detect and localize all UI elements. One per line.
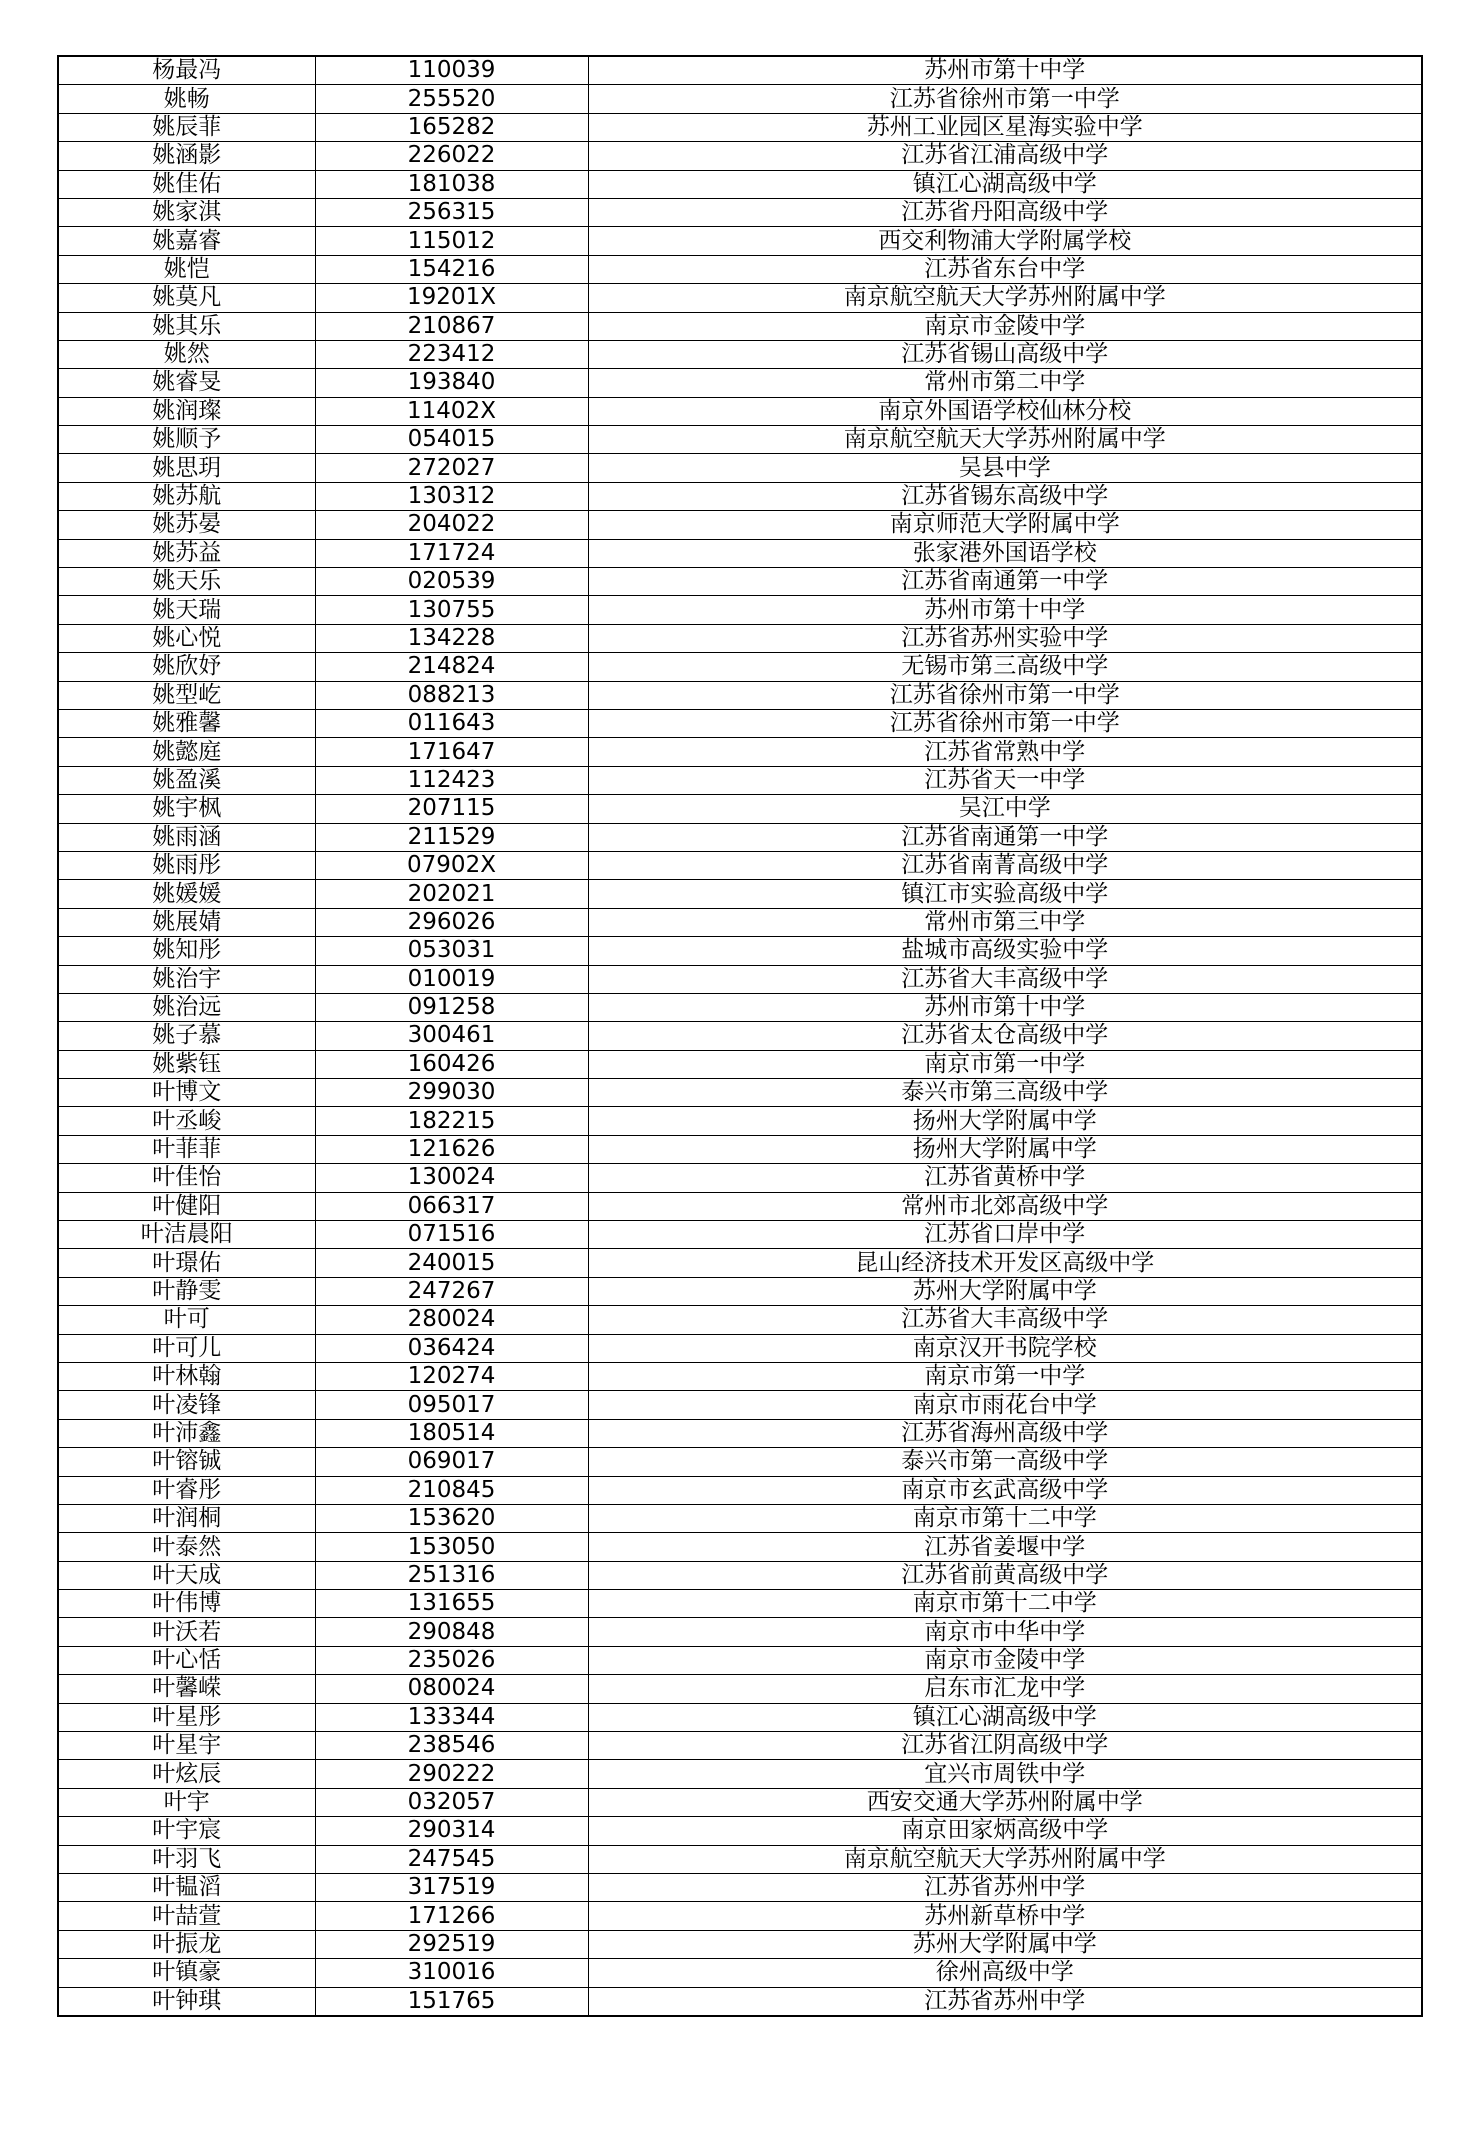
student-name-cell: 姚知彤 bbox=[58, 937, 315, 965]
student-name-cell: 姚畅 bbox=[58, 85, 315, 113]
table-row bbox=[58, 624, 1422, 652]
student-name-cell: 姚治宇 bbox=[58, 965, 315, 993]
student-id-cell: 202021 bbox=[315, 880, 588, 908]
school-name-cell: 南京市中华中学 bbox=[588, 1618, 1422, 1646]
table-row bbox=[58, 596, 1422, 624]
school-name-cell: 苏州新草桥中学 bbox=[588, 1902, 1422, 1930]
table-row bbox=[58, 85, 1422, 113]
table-row bbox=[58, 397, 1422, 425]
student-id-cell: 214824 bbox=[315, 653, 588, 681]
student-id-cell: 240015 bbox=[315, 1249, 588, 1277]
student-name-cell: 姚雨涵 bbox=[58, 823, 315, 851]
table-row bbox=[58, 1732, 1422, 1760]
school-name-cell: 西交利物浦大学附属学校 bbox=[588, 227, 1422, 255]
student-id-cell: 255520 bbox=[315, 85, 588, 113]
student-id-cell: 296026 bbox=[315, 908, 588, 936]
student-id-cell: 115012 bbox=[315, 227, 588, 255]
student-name-cell: 叶韫滔 bbox=[58, 1874, 315, 1902]
student-id-cell: 223412 bbox=[315, 340, 588, 368]
student-id-cell: 088213 bbox=[315, 681, 588, 709]
student-name-cell: 叶可儿 bbox=[58, 1334, 315, 1362]
student-id-cell: 110039 bbox=[315, 56, 588, 85]
student-id-cell: 272027 bbox=[315, 454, 588, 482]
table-row bbox=[58, 1590, 1422, 1618]
student-id-cell: 080024 bbox=[315, 1675, 588, 1703]
student-name-cell: 姚天乐 bbox=[58, 568, 315, 596]
student-id-cell: 280024 bbox=[315, 1306, 588, 1334]
student-id-cell: 036424 bbox=[315, 1334, 588, 1362]
student-name-cell: 姚家淇 bbox=[58, 198, 315, 226]
school-name-cell: 江苏省太仓高级中学 bbox=[588, 1022, 1422, 1050]
school-name-cell: 江苏省天一中学 bbox=[588, 766, 1422, 794]
table-row bbox=[58, 1391, 1422, 1419]
student-id-cell: 251316 bbox=[315, 1561, 588, 1589]
student-id-cell: 071516 bbox=[315, 1221, 588, 1249]
table-row bbox=[58, 1703, 1422, 1731]
student-id-cell: 133344 bbox=[315, 1703, 588, 1731]
student-name-cell: 叶润桐 bbox=[58, 1504, 315, 1532]
student-name-cell: 叶丞峻 bbox=[58, 1107, 315, 1135]
student-id-cell: 171724 bbox=[315, 539, 588, 567]
student-name-cell: 叶林翰 bbox=[58, 1362, 315, 1390]
table-row bbox=[58, 1249, 1422, 1277]
table-row bbox=[58, 142, 1422, 170]
student-name-cell: 叶沛鑫 bbox=[58, 1419, 315, 1447]
student-name-cell: 姚展婧 bbox=[58, 908, 315, 936]
school-name-cell: 苏州市第十中学 bbox=[588, 596, 1422, 624]
student-name-cell: 姚思玥 bbox=[58, 454, 315, 482]
student-name-cell: 叶心恬 bbox=[58, 1646, 315, 1674]
table-row bbox=[58, 340, 1422, 368]
table-row bbox=[58, 908, 1422, 936]
school-name-cell: 苏州大学附属中学 bbox=[588, 1277, 1422, 1305]
school-name-cell: 苏州市第十中学 bbox=[588, 993, 1422, 1021]
table-row bbox=[58, 198, 1422, 226]
student-id-cell: 066317 bbox=[315, 1192, 588, 1220]
table-row bbox=[58, 1306, 1422, 1334]
school-name-cell: 镇江心湖高级中学 bbox=[588, 170, 1422, 198]
student-id-cell: 211529 bbox=[315, 823, 588, 851]
student-name-cell: 叶菲菲 bbox=[58, 1135, 315, 1163]
table-row bbox=[58, 1760, 1422, 1788]
table-row bbox=[58, 539, 1422, 567]
student-name-cell: 叶宇 bbox=[58, 1788, 315, 1816]
table-row bbox=[58, 1135, 1422, 1163]
table-row bbox=[58, 1334, 1422, 1362]
student-name-cell: 叶博文 bbox=[58, 1079, 315, 1107]
school-name-cell: 江苏省苏州实验中学 bbox=[588, 624, 1422, 652]
student-id-cell: 193840 bbox=[315, 369, 588, 397]
table-row bbox=[58, 1902, 1422, 1930]
table-row bbox=[58, 1845, 1422, 1873]
table-row bbox=[58, 1817, 1422, 1845]
table-row bbox=[58, 1277, 1422, 1305]
student-name-cell: 叶泰然 bbox=[58, 1533, 315, 1561]
student-id-cell: 151765 bbox=[315, 1987, 588, 2016]
table-row bbox=[58, 1533, 1422, 1561]
school-name-cell: 苏州大学附属中学 bbox=[588, 1930, 1422, 1958]
student-name-cell: 叶沃若 bbox=[58, 1618, 315, 1646]
table-row bbox=[58, 795, 1422, 823]
school-name-cell: 南京汉开书院学校 bbox=[588, 1334, 1422, 1362]
school-name-cell: 江苏省大丰高级中学 bbox=[588, 1306, 1422, 1334]
school-name-cell: 泰兴市第一高级中学 bbox=[588, 1448, 1422, 1476]
table-row bbox=[58, 1079, 1422, 1107]
table-row bbox=[58, 170, 1422, 198]
student-name-cell: 叶炫辰 bbox=[58, 1760, 315, 1788]
student-id-cell: 160426 bbox=[315, 1050, 588, 1078]
table-row bbox=[58, 1646, 1422, 1674]
student-name-cell: 姚苏益 bbox=[58, 539, 315, 567]
school-name-cell: 南京市第一中学 bbox=[588, 1362, 1422, 1390]
student-name-cell: 叶静雯 bbox=[58, 1277, 315, 1305]
school-name-cell: 江苏省常熟中学 bbox=[588, 738, 1422, 766]
school-name-cell: 江苏省姜堰中学 bbox=[588, 1533, 1422, 1561]
student-id-cell: 032057 bbox=[315, 1788, 588, 1816]
student-id-cell: 171266 bbox=[315, 1902, 588, 1930]
table-row bbox=[58, 1930, 1422, 1958]
school-name-cell: 江苏省江阴高级中学 bbox=[588, 1732, 1422, 1760]
student-id-cell: 053031 bbox=[315, 937, 588, 965]
school-name-cell: 江苏省徐州市第一中学 bbox=[588, 85, 1422, 113]
student-name-cell: 叶佳怡 bbox=[58, 1164, 315, 1192]
school-name-cell: 南京市金陵中学 bbox=[588, 1646, 1422, 1674]
student-name-cell: 叶镕铖 bbox=[58, 1448, 315, 1476]
student-roster-table bbox=[57, 55, 1423, 2017]
student-name-cell: 叶可 bbox=[58, 1306, 315, 1334]
table-row bbox=[58, 369, 1422, 397]
table-row bbox=[58, 1476, 1422, 1504]
student-id-cell: 290848 bbox=[315, 1618, 588, 1646]
table-row bbox=[58, 738, 1422, 766]
student-name-cell: 姚辰菲 bbox=[58, 113, 315, 141]
school-name-cell: 南京市金陵中学 bbox=[588, 312, 1422, 340]
table-row bbox=[58, 1874, 1422, 1902]
school-name-cell: 江苏省黄桥中学 bbox=[588, 1164, 1422, 1192]
table-row bbox=[58, 1164, 1422, 1192]
student-id-cell: 011643 bbox=[315, 709, 588, 737]
school-name-cell: 江苏省江浦高级中学 bbox=[588, 142, 1422, 170]
student-name-cell: 姚恺 bbox=[58, 255, 315, 283]
student-name-cell: 姚其乐 bbox=[58, 312, 315, 340]
student-name-cell: 姚嘉睿 bbox=[58, 227, 315, 255]
student-name-cell: 叶馨嵘 bbox=[58, 1675, 315, 1703]
student-id-cell: 153620 bbox=[315, 1504, 588, 1532]
school-name-cell: 西安交通大学苏州附属中学 bbox=[588, 1788, 1422, 1816]
table-row bbox=[58, 709, 1422, 737]
student-id-cell: 091258 bbox=[315, 993, 588, 1021]
table-row bbox=[58, 766, 1422, 794]
student-id-cell: 290314 bbox=[315, 1817, 588, 1845]
school-name-cell: 镇江市实验高级中学 bbox=[588, 880, 1422, 908]
student-name-cell: 叶星宇 bbox=[58, 1732, 315, 1760]
table-row bbox=[58, 1618, 1422, 1646]
student-id-cell: 171647 bbox=[315, 738, 588, 766]
student-name-cell: 姚苏晏 bbox=[58, 511, 315, 539]
student-name-cell: 姚天瑞 bbox=[58, 596, 315, 624]
student-name-cell: 姚子慕 bbox=[58, 1022, 315, 1050]
student-id-cell: 182215 bbox=[315, 1107, 588, 1135]
school-name-cell: 张家港外国语学校 bbox=[588, 539, 1422, 567]
student-id-cell: 131655 bbox=[315, 1590, 588, 1618]
school-name-cell: 宜兴市周铁中学 bbox=[588, 1760, 1422, 1788]
student-name-cell: 姚润璨 bbox=[58, 397, 315, 425]
school-name-cell: 江苏省南通第一中学 bbox=[588, 823, 1422, 851]
table-row bbox=[58, 1959, 1422, 1987]
student-name-cell: 姚紫钰 bbox=[58, 1050, 315, 1078]
student-id-cell: 300461 bbox=[315, 1022, 588, 1050]
table-row bbox=[58, 1022, 1422, 1050]
table-row bbox=[58, 1504, 1422, 1532]
student-name-cell: 叶星彤 bbox=[58, 1703, 315, 1731]
student-id-cell: 120274 bbox=[315, 1362, 588, 1390]
school-name-cell: 扬州大学附属中学 bbox=[588, 1107, 1422, 1135]
student-id-cell: 19201X bbox=[315, 284, 588, 312]
school-name-cell: 江苏省海州高级中学 bbox=[588, 1419, 1422, 1447]
school-name-cell: 江苏省南通第一中学 bbox=[588, 568, 1422, 596]
school-name-cell: 南京市第十二中学 bbox=[588, 1590, 1422, 1618]
school-name-cell: 南京市玄武高级中学 bbox=[588, 1476, 1422, 1504]
student-name-cell: 叶喆萱 bbox=[58, 1902, 315, 1930]
student-name-cell: 叶天成 bbox=[58, 1561, 315, 1589]
school-name-cell: 江苏省徐州市第一中学 bbox=[588, 709, 1422, 737]
student-name-cell: 姚心悦 bbox=[58, 624, 315, 652]
table-row bbox=[58, 482, 1422, 510]
student-id-cell: 226022 bbox=[315, 142, 588, 170]
school-name-cell: 南京航空航天大学苏州附属中学 bbox=[588, 284, 1422, 312]
student-id-cell: 112423 bbox=[315, 766, 588, 794]
student-name-cell: 叶健阳 bbox=[58, 1192, 315, 1220]
student-name-cell: 姚莫凡 bbox=[58, 284, 315, 312]
student-id-cell: 130312 bbox=[315, 482, 588, 510]
table-row bbox=[58, 113, 1422, 141]
student-name-cell: 叶镇豪 bbox=[58, 1959, 315, 1987]
school-name-cell: 徐州高级中学 bbox=[588, 1959, 1422, 1987]
school-name-cell: 南京外国语学校仙林分校 bbox=[588, 397, 1422, 425]
school-name-cell: 盐城市高级实验中学 bbox=[588, 937, 1422, 965]
student-name-cell: 姚懿庭 bbox=[58, 738, 315, 766]
table-row bbox=[58, 1561, 1422, 1589]
school-name-cell: 江苏省锡东高级中学 bbox=[588, 482, 1422, 510]
student-id-cell: 290222 bbox=[315, 1760, 588, 1788]
student-name-cell: 姚盈溪 bbox=[58, 766, 315, 794]
school-name-cell: 江苏省南菁高级中学 bbox=[588, 851, 1422, 879]
table-row bbox=[58, 993, 1422, 1021]
table-row bbox=[58, 511, 1422, 539]
table-row bbox=[58, 1192, 1422, 1220]
student-id-cell: 130755 bbox=[315, 596, 588, 624]
table-row bbox=[58, 1419, 1422, 1447]
student-id-cell: 180514 bbox=[315, 1419, 588, 1447]
table-row bbox=[58, 568, 1422, 596]
student-id-cell: 134228 bbox=[315, 624, 588, 652]
table-row bbox=[58, 1987, 1422, 2016]
table-row bbox=[58, 1362, 1422, 1390]
student-id-cell: 292519 bbox=[315, 1930, 588, 1958]
school-name-cell: 镇江心湖高级中学 bbox=[588, 1703, 1422, 1731]
student-name-cell: 姚型屹 bbox=[58, 681, 315, 709]
table-row bbox=[58, 1675, 1422, 1703]
table-row bbox=[58, 937, 1422, 965]
student-id-cell: 130024 bbox=[315, 1164, 588, 1192]
table-row bbox=[58, 1107, 1422, 1135]
student-name-cell: 姚雅馨 bbox=[58, 709, 315, 737]
student-name-cell: 叶振龙 bbox=[58, 1930, 315, 1958]
school-name-cell: 常州市第二中学 bbox=[588, 369, 1422, 397]
table-row bbox=[58, 823, 1422, 851]
roster-body bbox=[58, 56, 1422, 2016]
school-name-cell: 江苏省锡山高级中学 bbox=[588, 340, 1422, 368]
student-id-cell: 181038 bbox=[315, 170, 588, 198]
student-id-cell: 095017 bbox=[315, 1391, 588, 1419]
student-id-cell: 235026 bbox=[315, 1646, 588, 1674]
school-name-cell: 无锡市第三高级中学 bbox=[588, 653, 1422, 681]
student-id-cell: 207115 bbox=[315, 795, 588, 823]
student-id-cell: 010019 bbox=[315, 965, 588, 993]
student-name-cell: 叶睿彤 bbox=[58, 1476, 315, 1504]
table-row bbox=[58, 681, 1422, 709]
student-name-cell: 姚苏航 bbox=[58, 482, 315, 510]
student-id-cell: 11402X bbox=[315, 397, 588, 425]
school-name-cell: 启东市汇龙中学 bbox=[588, 1675, 1422, 1703]
table-row bbox=[58, 426, 1422, 454]
table-row bbox=[58, 227, 1422, 255]
student-id-cell: 317519 bbox=[315, 1874, 588, 1902]
table-row bbox=[58, 284, 1422, 312]
student-id-cell: 121626 bbox=[315, 1135, 588, 1163]
student-name-cell: 杨最冯 bbox=[58, 56, 315, 85]
table-row bbox=[58, 1050, 1422, 1078]
school-name-cell: 江苏省苏州中学 bbox=[588, 1874, 1422, 1902]
school-name-cell: 南京航空航天大学苏州附属中学 bbox=[588, 1845, 1422, 1873]
school-name-cell: 南京航空航天大学苏州附属中学 bbox=[588, 426, 1422, 454]
school-name-cell: 南京市第一中学 bbox=[588, 1050, 1422, 1078]
student-name-cell: 姚涵影 bbox=[58, 142, 315, 170]
student-id-cell: 07902X bbox=[315, 851, 588, 879]
school-name-cell: 昆山经济技术开发区高级中学 bbox=[588, 1249, 1422, 1277]
student-id-cell: 210845 bbox=[315, 1476, 588, 1504]
school-name-cell: 江苏省苏州中学 bbox=[588, 1987, 1422, 2016]
student-name-cell: 叶钟琪 bbox=[58, 1987, 315, 2016]
student-name-cell: 姚媛媛 bbox=[58, 880, 315, 908]
school-name-cell: 江苏省前黄高级中学 bbox=[588, 1561, 1422, 1589]
school-name-cell: 江苏省口岸中学 bbox=[588, 1221, 1422, 1249]
student-name-cell: 姚佳佑 bbox=[58, 170, 315, 198]
table-row bbox=[58, 56, 1422, 85]
student-id-cell: 054015 bbox=[315, 426, 588, 454]
school-name-cell: 南京市雨花台中学 bbox=[588, 1391, 1422, 1419]
student-name-cell: 姚欣妤 bbox=[58, 653, 315, 681]
student-id-cell: 153050 bbox=[315, 1533, 588, 1561]
table-row bbox=[58, 255, 1422, 283]
school-name-cell: 苏州工业园区星海实验中学 bbox=[588, 113, 1422, 141]
student-id-cell: 299030 bbox=[315, 1079, 588, 1107]
school-name-cell: 常州市北郊高级中学 bbox=[588, 1192, 1422, 1220]
student-name-cell: 叶洁晨阳 bbox=[58, 1221, 315, 1249]
student-name-cell: 叶宇宸 bbox=[58, 1817, 315, 1845]
student-name-cell: 姚顺予 bbox=[58, 426, 315, 454]
student-name-cell: 姚雨彤 bbox=[58, 851, 315, 879]
student-name-cell: 叶羽飞 bbox=[58, 1845, 315, 1873]
school-name-cell: 南京市第十二中学 bbox=[588, 1504, 1422, 1532]
student-name-cell: 姚睿旻 bbox=[58, 369, 315, 397]
student-name-cell: 姚宇枫 bbox=[58, 795, 315, 823]
student-id-cell: 238546 bbox=[315, 1732, 588, 1760]
student-name-cell: 叶伟博 bbox=[58, 1590, 315, 1618]
school-name-cell: 江苏省东台中学 bbox=[588, 255, 1422, 283]
student-name-cell: 姚然 bbox=[58, 340, 315, 368]
school-name-cell: 常州市第三中学 bbox=[588, 908, 1422, 936]
school-name-cell: 江苏省徐州市第一中学 bbox=[588, 681, 1422, 709]
table-row bbox=[58, 1448, 1422, 1476]
school-name-cell: 江苏省大丰高级中学 bbox=[588, 965, 1422, 993]
student-id-cell: 165282 bbox=[315, 113, 588, 141]
student-id-cell: 204022 bbox=[315, 511, 588, 539]
student-id-cell: 210867 bbox=[315, 312, 588, 340]
school-name-cell: 南京田家炳高级中学 bbox=[588, 1817, 1422, 1845]
student-name-cell: 姚治远 bbox=[58, 993, 315, 1021]
table-row bbox=[58, 851, 1422, 879]
student-id-cell: 256315 bbox=[315, 198, 588, 226]
school-name-cell: 泰兴市第三高级中学 bbox=[588, 1079, 1422, 1107]
school-name-cell: 吴县中学 bbox=[588, 454, 1422, 482]
table-row bbox=[58, 880, 1422, 908]
table-row bbox=[58, 1788, 1422, 1816]
table-row bbox=[58, 312, 1422, 340]
table-row bbox=[58, 454, 1422, 482]
student-id-cell: 020539 bbox=[315, 568, 588, 596]
school-name-cell: 扬州大学附属中学 bbox=[588, 1135, 1422, 1163]
table-row bbox=[58, 653, 1422, 681]
school-name-cell: 吴江中学 bbox=[588, 795, 1422, 823]
student-id-cell: 154216 bbox=[315, 255, 588, 283]
student-id-cell: 247267 bbox=[315, 1277, 588, 1305]
student-id-cell: 310016 bbox=[315, 1959, 588, 1987]
school-name-cell: 南京师范大学附属中学 bbox=[588, 511, 1422, 539]
student-name-cell: 叶璟佑 bbox=[58, 1249, 315, 1277]
student-id-cell: 247545 bbox=[315, 1845, 588, 1873]
student-name-cell: 叶凌锋 bbox=[58, 1391, 315, 1419]
school-name-cell: 苏州市第十中学 bbox=[588, 56, 1422, 85]
table-row bbox=[58, 1221, 1422, 1249]
student-id-cell: 069017 bbox=[315, 1448, 588, 1476]
school-name-cell: 江苏省丹阳高级中学 bbox=[588, 198, 1422, 226]
table-row bbox=[58, 965, 1422, 993]
